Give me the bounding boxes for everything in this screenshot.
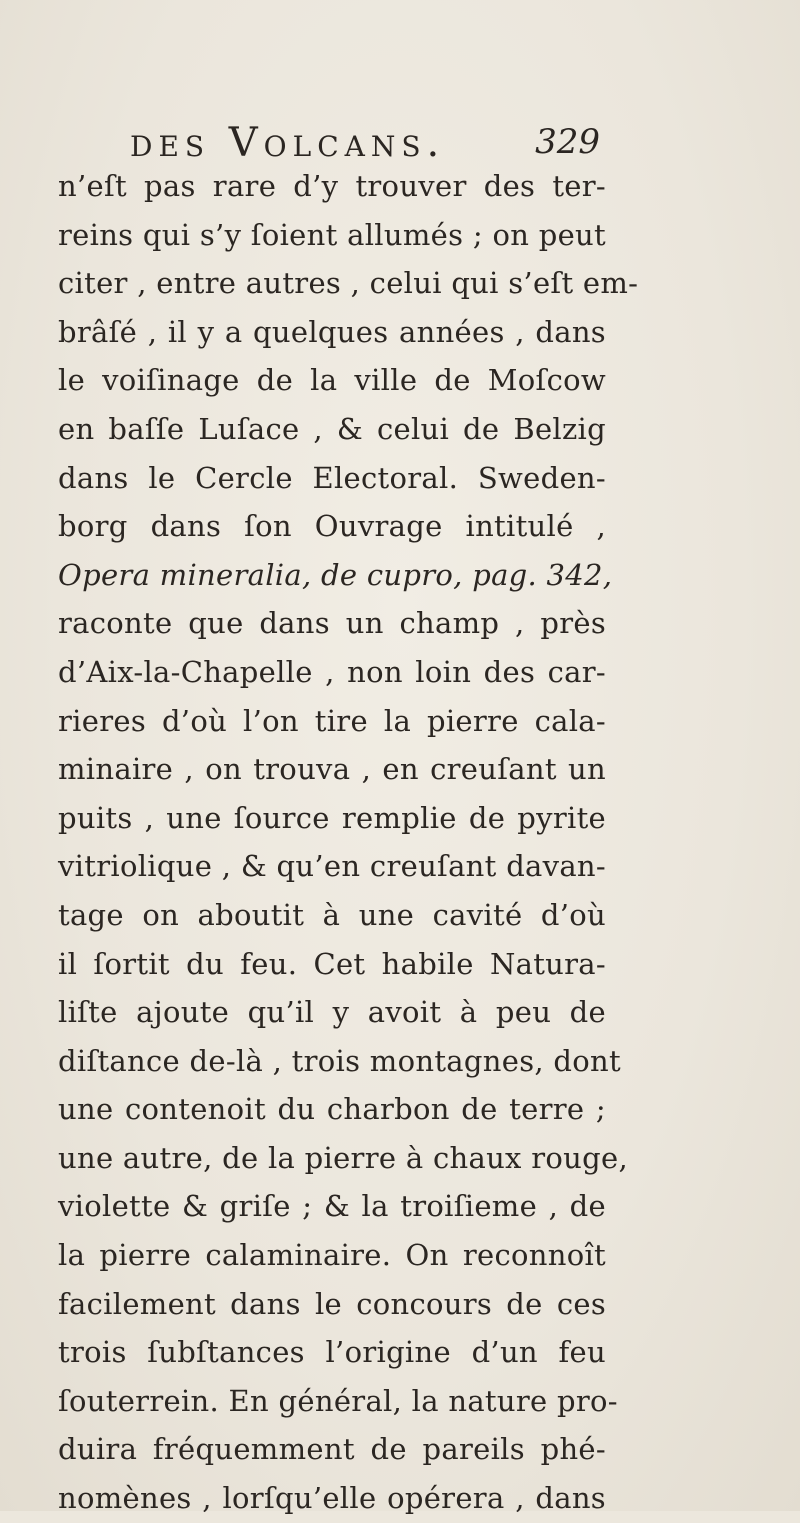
text-line: rieres d’où l’on tire la pierre cala- xyxy=(58,703,606,738)
text-line: reins qui s’y ſoient allumés ; on peut xyxy=(58,217,606,252)
text-line: trois ſubſtances l’origine d’un feu xyxy=(58,1335,606,1370)
text-line: vitriolique , & qu’en creuſant davan- xyxy=(58,849,606,884)
body-text xyxy=(58,162,639,1523)
text-line: n’eſt pas rare d’y trouver des ter- xyxy=(58,169,606,203)
text-line: la pierre calaminaire. On reconnoît xyxy=(58,1238,606,1273)
text-line: il ſortit du feu. Cet habile Natura- xyxy=(58,946,606,981)
text-line: minaire , on trouva , en creuſant un xyxy=(58,752,606,787)
text-line: le voiſinage de la ville de Moſcow xyxy=(58,363,606,398)
text-line: duira fréquemment de pareils phé- xyxy=(58,1432,606,1467)
running-title: des Volcans. xyxy=(130,120,446,166)
text-line: citer , entre autres , celui qui s’eſt em- xyxy=(58,266,639,301)
text-line: dans le Cercle Electoral. Sweden- xyxy=(58,460,606,495)
text-line: d’Aix-la-Chapelle , non loin des car- xyxy=(58,654,606,689)
text-line: ſouterrein. En général, la nature pro- xyxy=(58,1383,618,1418)
text-line: puits , une ſource remplie de pyrite xyxy=(58,800,606,835)
text-line: en baſſe Luſace , & celui de Belzig xyxy=(58,411,606,446)
text-line-italic-title: Opera mineralia, de cupro, pag. 342, xyxy=(58,557,613,592)
text-line: liſte ajoute qu’il y avoit à peu de xyxy=(58,995,606,1030)
text-line: violette & griſe ; & la troiſieme , de xyxy=(58,1189,606,1224)
text-line: borg dans ſon Ouvrage intitulé , xyxy=(58,509,606,544)
text-line: une autre, de la pierre à chaux rouge, xyxy=(58,1140,628,1175)
text-line: raconte que dans un champ , près xyxy=(58,606,606,641)
text-line: tage on aboutit à une cavité d’où xyxy=(58,897,606,932)
text-line: facilement dans le concours de ces xyxy=(58,1286,606,1321)
page-number: 329 xyxy=(535,122,600,162)
text-line: une contenoit du charbon de terre ; xyxy=(58,1092,606,1127)
text-line: brâſé , il y a quelques années , dans xyxy=(58,314,606,349)
text-line: diſtance de-là , trois montagnes, dont xyxy=(58,1043,621,1078)
text-line: nomènes , lorſqu’elle opérera , dans xyxy=(58,1481,606,1516)
